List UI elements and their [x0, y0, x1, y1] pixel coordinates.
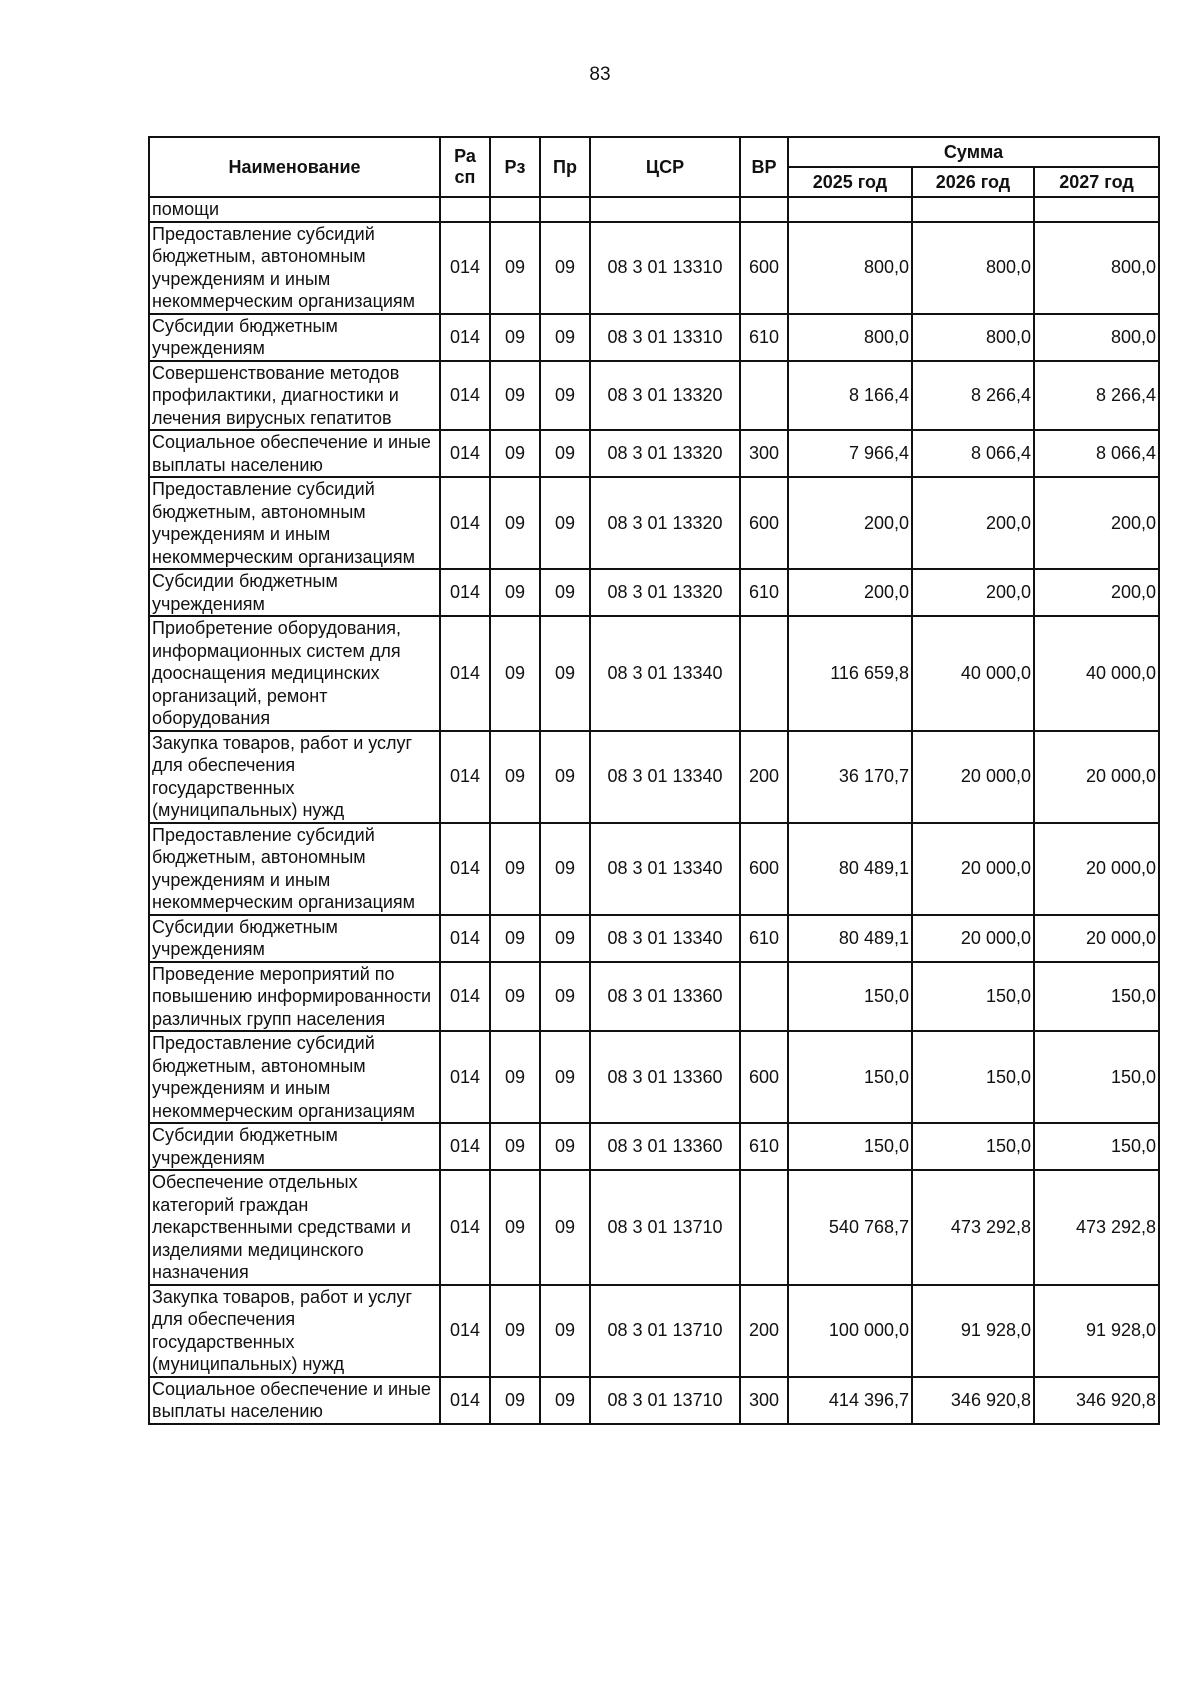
cell-sum-2025: 8 166,4 [788, 361, 912, 431]
cell-sum-2025: 116 659,8 [788, 616, 912, 731]
cell-csr: 08 3 01 13320 [590, 569, 740, 616]
table-row [149, 1170, 1159, 1285]
table-row [149, 477, 1159, 569]
cell-vr: 610 [740, 314, 788, 361]
cell-rasp: 014 [440, 1123, 490, 1170]
cell-csr [590, 197, 740, 222]
header-rasp-line1: Ра [454, 146, 476, 166]
cell-rasp: 014 [440, 823, 490, 915]
cell-vr [740, 1170, 788, 1285]
cell-rz: 09 [490, 1377, 540, 1424]
cell-pr: 09 [540, 569, 590, 616]
cell-sum-2027: 346 920,8 [1034, 1377, 1159, 1424]
cell-sum-2025: 414 396,7 [788, 1377, 912, 1424]
cell-rasp: 014 [440, 1170, 490, 1285]
cell-sum-2026: 40 000,0 [912, 616, 1034, 731]
table-row [149, 1031, 1159, 1123]
cell-sum-2025: 200,0 [788, 477, 912, 569]
header-pr: Пр [540, 137, 590, 197]
cell-csr: 08 3 01 13320 [590, 361, 740, 431]
cell-vr: 600 [740, 222, 788, 314]
cell-rz: 09 [490, 314, 540, 361]
cell-name: Закупка товаров, работ и услуг для обеспечения государственных (муниципальных) нужд [149, 1285, 440, 1377]
cell-rz: 09 [490, 222, 540, 314]
table-row [149, 823, 1159, 915]
cell-sum-2025: 36 170,7 [788, 731, 912, 823]
cell-sum-2027: 800,0 [1034, 222, 1159, 314]
cell-sum-2026: 150,0 [912, 962, 1034, 1032]
cell-rz: 09 [490, 1285, 540, 1377]
cell-sum-2026: 20 000,0 [912, 823, 1034, 915]
cell-rz: 09 [490, 361, 540, 431]
cell-name: Закупка товаров, работ и услуг для обеспечения государственных (муниципальных) нужд [149, 731, 440, 823]
header-year-2027: 2027 год [1034, 167, 1159, 197]
cell-pr: 09 [540, 314, 590, 361]
cell-rz: 09 [490, 731, 540, 823]
cell-pr: 09 [540, 1123, 590, 1170]
header-rasp-line2: сп [454, 167, 476, 187]
cell-pr: 09 [540, 823, 590, 915]
cell-name: Проведение мероприятий по повышению информированности различных групп населения [149, 962, 440, 1032]
cell-rz: 09 [490, 616, 540, 731]
cell-sum-2027: 800,0 [1034, 314, 1159, 361]
cell-rasp: 014 [440, 616, 490, 731]
cell-sum-2026: 20 000,0 [912, 915, 1034, 962]
header-year-2026: 2026 год [912, 167, 1034, 197]
cell-name: Субсидии бюджетным учреждениям [149, 1123, 440, 1170]
table-row [149, 731, 1159, 823]
budget-table [148, 136, 1160, 1425]
cell-rasp: 014 [440, 1377, 490, 1424]
cell-sum-2027: 200,0 [1034, 477, 1159, 569]
cell-rasp: 014 [440, 361, 490, 431]
cell-pr: 09 [540, 430, 590, 477]
cell-vr: 610 [740, 915, 788, 962]
cell-rz: 09 [490, 1170, 540, 1285]
cell-rz: 09 [490, 1031, 540, 1123]
table-row [149, 962, 1159, 1032]
page-number: 83 [589, 64, 611, 85]
cell-pr: 09 [540, 1031, 590, 1123]
cell-sum-2025: 80 489,1 [788, 915, 912, 962]
table-row [149, 1123, 1159, 1170]
cell-sum-2026: 800,0 [912, 222, 1034, 314]
cell-vr: 600 [740, 477, 788, 569]
cell-rasp: 014 [440, 915, 490, 962]
cell-sum-2026: 800,0 [912, 314, 1034, 361]
table-body [149, 197, 1159, 1424]
cell-pr: 09 [540, 1377, 590, 1424]
cell-vr: 600 [740, 823, 788, 915]
cell-sum-2026 [912, 197, 1034, 222]
table-row [149, 314, 1159, 361]
cell-sum-2026: 20 000,0 [912, 731, 1034, 823]
table-row [149, 616, 1159, 731]
cell-sum-2026: 473 292,8 [912, 1170, 1034, 1285]
cell-rasp: 014 [440, 962, 490, 1032]
cell-name: помощи [149, 197, 440, 222]
cell-pr: 09 [540, 1170, 590, 1285]
table-row [149, 1377, 1159, 1424]
cell-csr: 08 3 01 13340 [590, 915, 740, 962]
cell-csr: 08 3 01 13710 [590, 1170, 740, 1285]
cell-sum-2027: 8 266,4 [1034, 361, 1159, 431]
cell-sum-2025: 800,0 [788, 222, 912, 314]
cell-csr: 08 3 01 13360 [590, 1031, 740, 1123]
cell-pr: 09 [540, 962, 590, 1032]
cell-pr: 09 [540, 731, 590, 823]
cell-rasp: 014 [440, 314, 490, 361]
cell-sum-2025: 150,0 [788, 1031, 912, 1123]
cell-name: Субсидии бюджетным учреждениям [149, 569, 440, 616]
cell-vr: 200 [740, 1285, 788, 1377]
cell-name: Обеспечение отдельных категорий граждан лекарственными средствами и изделиями медицинского назначения [149, 1170, 440, 1285]
cell-csr: 08 3 01 13710 [590, 1285, 740, 1377]
table-row [149, 197, 1159, 222]
cell-sum-2026: 91 928,0 [912, 1285, 1034, 1377]
cell-sum-2027 [1034, 197, 1159, 222]
table-row [149, 1285, 1159, 1377]
cell-rasp [440, 197, 490, 222]
cell-name: Предоставление субсидий бюджетным, автономным учреждениям и иным некоммерческим организациям [149, 477, 440, 569]
cell-vr: 610 [740, 569, 788, 616]
cell-sum-2025: 540 768,7 [788, 1170, 912, 1285]
cell-vr: 300 [740, 1377, 788, 1424]
cell-sum-2025: 150,0 [788, 962, 912, 1032]
cell-vr: 600 [740, 1031, 788, 1123]
cell-name: Субсидии бюджетным учреждениям [149, 915, 440, 962]
cell-sum-2027: 150,0 [1034, 1031, 1159, 1123]
cell-rz: 09 [490, 477, 540, 569]
cell-sum-2027: 473 292,8 [1034, 1170, 1159, 1285]
cell-sum-2026: 200,0 [912, 569, 1034, 616]
header-name: Наименование [149, 137, 440, 197]
header-summa: Сумма [788, 137, 1159, 167]
cell-csr: 08 3 01 13310 [590, 314, 740, 361]
cell-sum-2025: 80 489,1 [788, 823, 912, 915]
table-row [149, 430, 1159, 477]
cell-rz: 09 [490, 430, 540, 477]
cell-name: Субсидии бюджетным учреждениям [149, 314, 440, 361]
cell-vr [740, 616, 788, 731]
cell-csr: 08 3 01 13340 [590, 616, 740, 731]
cell-sum-2027: 150,0 [1034, 1123, 1159, 1170]
cell-sum-2025: 150,0 [788, 1123, 912, 1170]
cell-name: Совершенствование методов профилактики, диагностики и лечения вирусных гепатитов [149, 361, 440, 431]
cell-rz: 09 [490, 1123, 540, 1170]
cell-sum-2026: 150,0 [912, 1123, 1034, 1170]
cell-rasp: 014 [440, 569, 490, 616]
cell-vr: 300 [740, 430, 788, 477]
header-vr: ВР [740, 137, 788, 197]
cell-sum-2025 [788, 197, 912, 222]
cell-name: Предоставление субсидий бюджетным, автономным учреждениям и иным некоммерческим организациям [149, 823, 440, 915]
cell-sum-2025: 200,0 [788, 569, 912, 616]
header-rasp [440, 137, 490, 197]
cell-rz: 09 [490, 915, 540, 962]
cell-csr: 08 3 01 13310 [590, 222, 740, 314]
cell-sum-2026: 8 066,4 [912, 430, 1034, 477]
cell-name: Социальное обеспечение и иные выплаты населению [149, 430, 440, 477]
cell-sum-2027: 20 000,0 [1034, 823, 1159, 915]
cell-sum-2026: 8 266,4 [912, 361, 1034, 431]
cell-name: Предоставление субсидий бюджетным, автономным учреждениям и иным некоммерческим организациям [149, 222, 440, 314]
cell-vr [740, 197, 788, 222]
cell-vr: 200 [740, 731, 788, 823]
cell-name: Предоставление субсидий бюджетным, автономным учреждениям и иным некоммерческим организациям [149, 1031, 440, 1123]
table-row [149, 915, 1159, 962]
cell-pr: 09 [540, 915, 590, 962]
table-row [149, 361, 1159, 431]
cell-csr: 08 3 01 13340 [590, 731, 740, 823]
cell-sum-2025: 7 966,4 [788, 430, 912, 477]
cell-csr: 08 3 01 13360 [590, 962, 740, 1032]
cell-sum-2027: 91 928,0 [1034, 1285, 1159, 1377]
cell-rz: 09 [490, 823, 540, 915]
cell-pr: 09 [540, 616, 590, 731]
cell-name: Социальное обеспечение и иные выплаты населению [149, 1377, 440, 1424]
cell-pr: 09 [540, 477, 590, 569]
cell-rz [490, 197, 540, 222]
cell-vr: 610 [740, 1123, 788, 1170]
cell-csr: 08 3 01 13710 [590, 1377, 740, 1424]
cell-rasp: 014 [440, 430, 490, 477]
cell-pr [540, 197, 590, 222]
cell-rz: 09 [490, 962, 540, 1032]
cell-sum-2027: 200,0 [1034, 569, 1159, 616]
cell-rasp: 014 [440, 477, 490, 569]
table-row [149, 222, 1159, 314]
header-csr: ЦСР [590, 137, 740, 197]
table-header [149, 137, 1159, 197]
cell-vr [740, 962, 788, 1032]
header-rz: Рз [490, 137, 540, 197]
cell-pr: 09 [540, 222, 590, 314]
cell-name: Приобретение оборудования, информационных систем для дооснащения медицинских организаций, ремонт оборудования [149, 616, 440, 731]
header-year-2025: 2025 год [788, 167, 912, 197]
cell-sum-2027: 8 066,4 [1034, 430, 1159, 477]
cell-rz: 09 [490, 569, 540, 616]
cell-sum-2027: 20 000,0 [1034, 915, 1159, 962]
cell-pr: 09 [540, 361, 590, 431]
cell-rasp: 014 [440, 1031, 490, 1123]
cell-csr: 08 3 01 13320 [590, 477, 740, 569]
cell-sum-2025: 800,0 [788, 314, 912, 361]
cell-rasp: 014 [440, 222, 490, 314]
cell-sum-2027: 150,0 [1034, 962, 1159, 1032]
cell-vr [740, 361, 788, 431]
cell-csr: 08 3 01 13360 [590, 1123, 740, 1170]
cell-rasp: 014 [440, 1285, 490, 1377]
cell-sum-2026: 150,0 [912, 1031, 1034, 1123]
cell-sum-2026: 200,0 [912, 477, 1034, 569]
cell-sum-2025: 100 000,0 [788, 1285, 912, 1377]
cell-pr: 09 [540, 1285, 590, 1377]
cell-csr: 08 3 01 13320 [590, 430, 740, 477]
cell-rasp: 014 [440, 731, 490, 823]
cell-sum-2027: 40 000,0 [1034, 616, 1159, 731]
cell-sum-2027: 20 000,0 [1034, 731, 1159, 823]
cell-sum-2026: 346 920,8 [912, 1377, 1034, 1424]
cell-csr: 08 3 01 13340 [590, 823, 740, 915]
table-row [149, 569, 1159, 616]
